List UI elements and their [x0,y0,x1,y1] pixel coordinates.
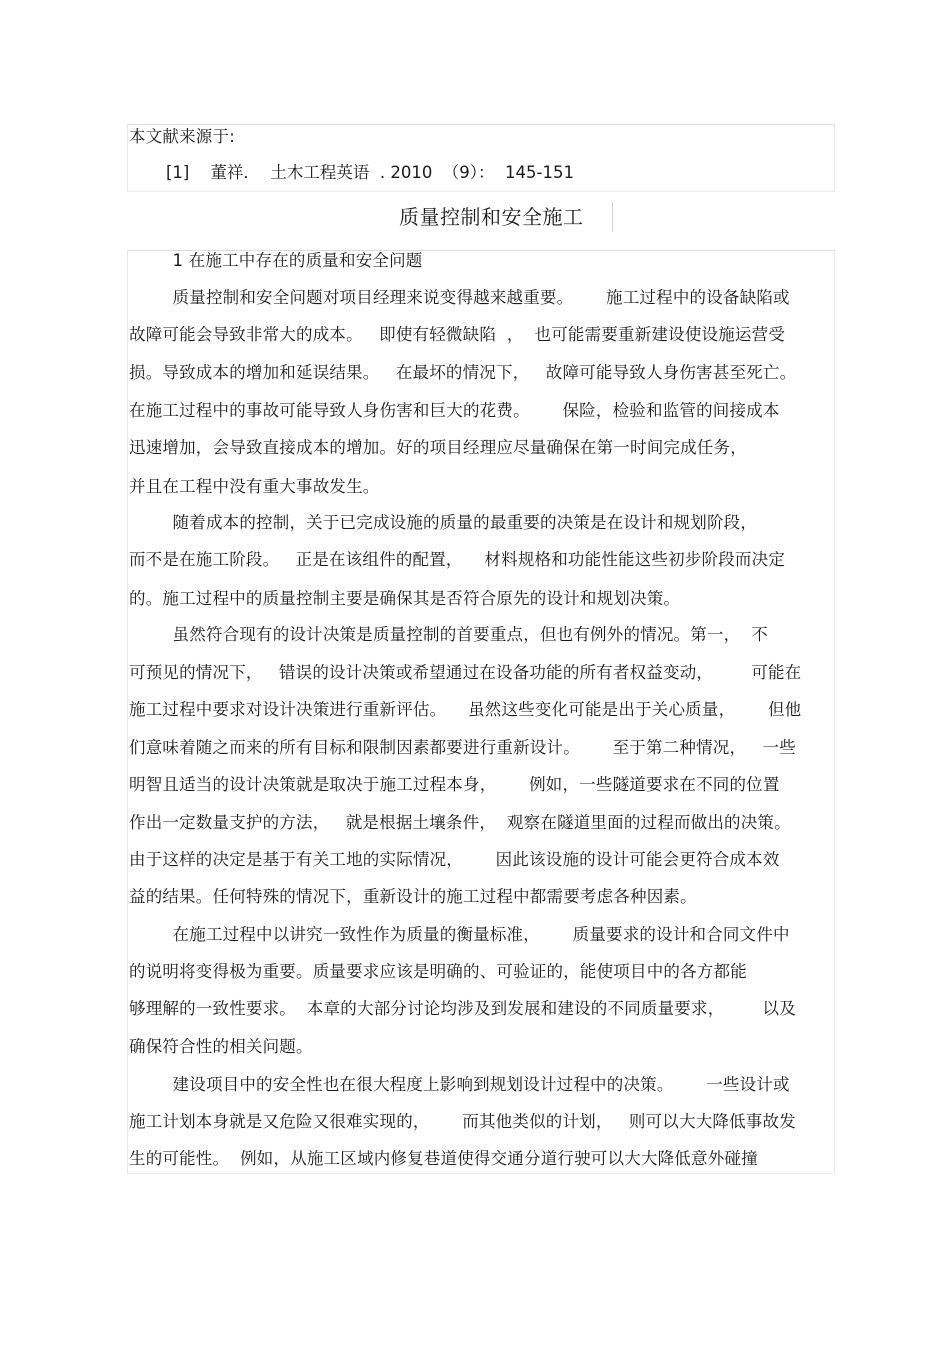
body-line: 明智且适当的设计决策就是取决于施工过程本身， 例如，一些隧道要求在不同的位置 [129,775,780,794]
body-line: 而不是在施工阶段。 正是在该组件的配置， 材料规格和功能性能这些初步阶段而决定 [129,550,786,569]
title-divider [612,202,613,232]
body-line: 在施工过程中的事故可能导致人身伤害和巨大的花费。 保险，检验和监管的间接成本 [129,401,780,420]
document-title: 质量控制和安全施工 [399,205,584,229]
body-line: 损。导致成本的增加和延误结果。 在最坏的情况下， 故障可能导致人身伤害甚至死亡。 [129,363,797,382]
body-line: 1 在施工中存在的质量和安全问题 [129,251,423,270]
body-line: 作出一定数量支护的方法， 就是根据土壤条件， 观察在隧道里面的过程而做出的决策。 [129,813,791,832]
body-line: 故障可能会导致非常大的成本。 即使有轻微缺陷 ， 也可能需要重新建设使设施运营受 [129,325,786,344]
body-line: 建设项目中的安全性也在很大程度上影响到规划设计过程中的决策。 一些设计或 [129,1075,790,1094]
body-line: 们意味着随之而来的所有目标和限制因素都要进行重新设计。 至于第二种情况， 一些 [129,738,796,757]
body-line: 确保符合性的相关问题。 [129,1037,313,1056]
body-line: 生的可能性。 例如，从施工区域内修复巷道使得交通分道行驶可以大大降低意外碰撞 [129,1149,758,1168]
body-line: 在施工过程中以讲究一致性作为质量的衡量标准， 质量要求的设计和合同文件中 [129,925,790,944]
body-line: 施工计划本身就是又危险又很难实现的， 而其他类似的计划， 则可以大大降低事故发 [129,1112,796,1131]
body-line: 的。施工过程中的质量控制主要是确保其是否符合原先的设计和规划决策。 [129,589,681,608]
source-label: 本文献来源于: [129,127,235,146]
body-line: 虽然符合现有的设计决策是质量控制的首要重点，但也有例外的情况。第一， 不 [129,625,768,644]
reference-entry: [1] 董祥． 土木工程英语 . 2010 （9）： 145-151 [166,163,574,182]
body-line: 益的结果。任何特殊的情况下，重新设计的施工过程中都需要考虑各种因素。 [129,887,697,906]
body-line: 可预见的情况下， 错误的设计决策或希望通过在设备功能的所有者权益变动， 可能在 [129,663,802,682]
body-line: 由于这样的决定是基于有关工地的实际情况， 因此该设施的设计可能会更符合成本效 [129,850,780,869]
body-line: 迅速增加，会导致直接成本的增加。好的项目经理应尽量确保在第一时间完成任务， [129,438,747,457]
body-line: 施工过程中要求对设计决策进行重新评估。 虽然这些变化可能是出于关心质量， 但他 [129,700,802,719]
body-line: 的说明将变得极为重要。质量要求应该是明确的、可验证的，能使项目中的各方都能 [129,962,747,981]
body-line: 质量控制和安全问题对项目经理来说变得越来越重要。 施工过程中的设备缺陷或 [129,288,790,307]
body-line: 随着成本的控制，关于已完成设施的质量的最重要的决策是在设计和规划阶段， [129,513,758,532]
body-line: 够理解的一致性要求。 本章的大部分讨论均涉及到发展和建设的不同质量要求， 以及 [129,999,796,1018]
body-line: 并且在工程中没有重大事故发生。 [129,477,380,496]
